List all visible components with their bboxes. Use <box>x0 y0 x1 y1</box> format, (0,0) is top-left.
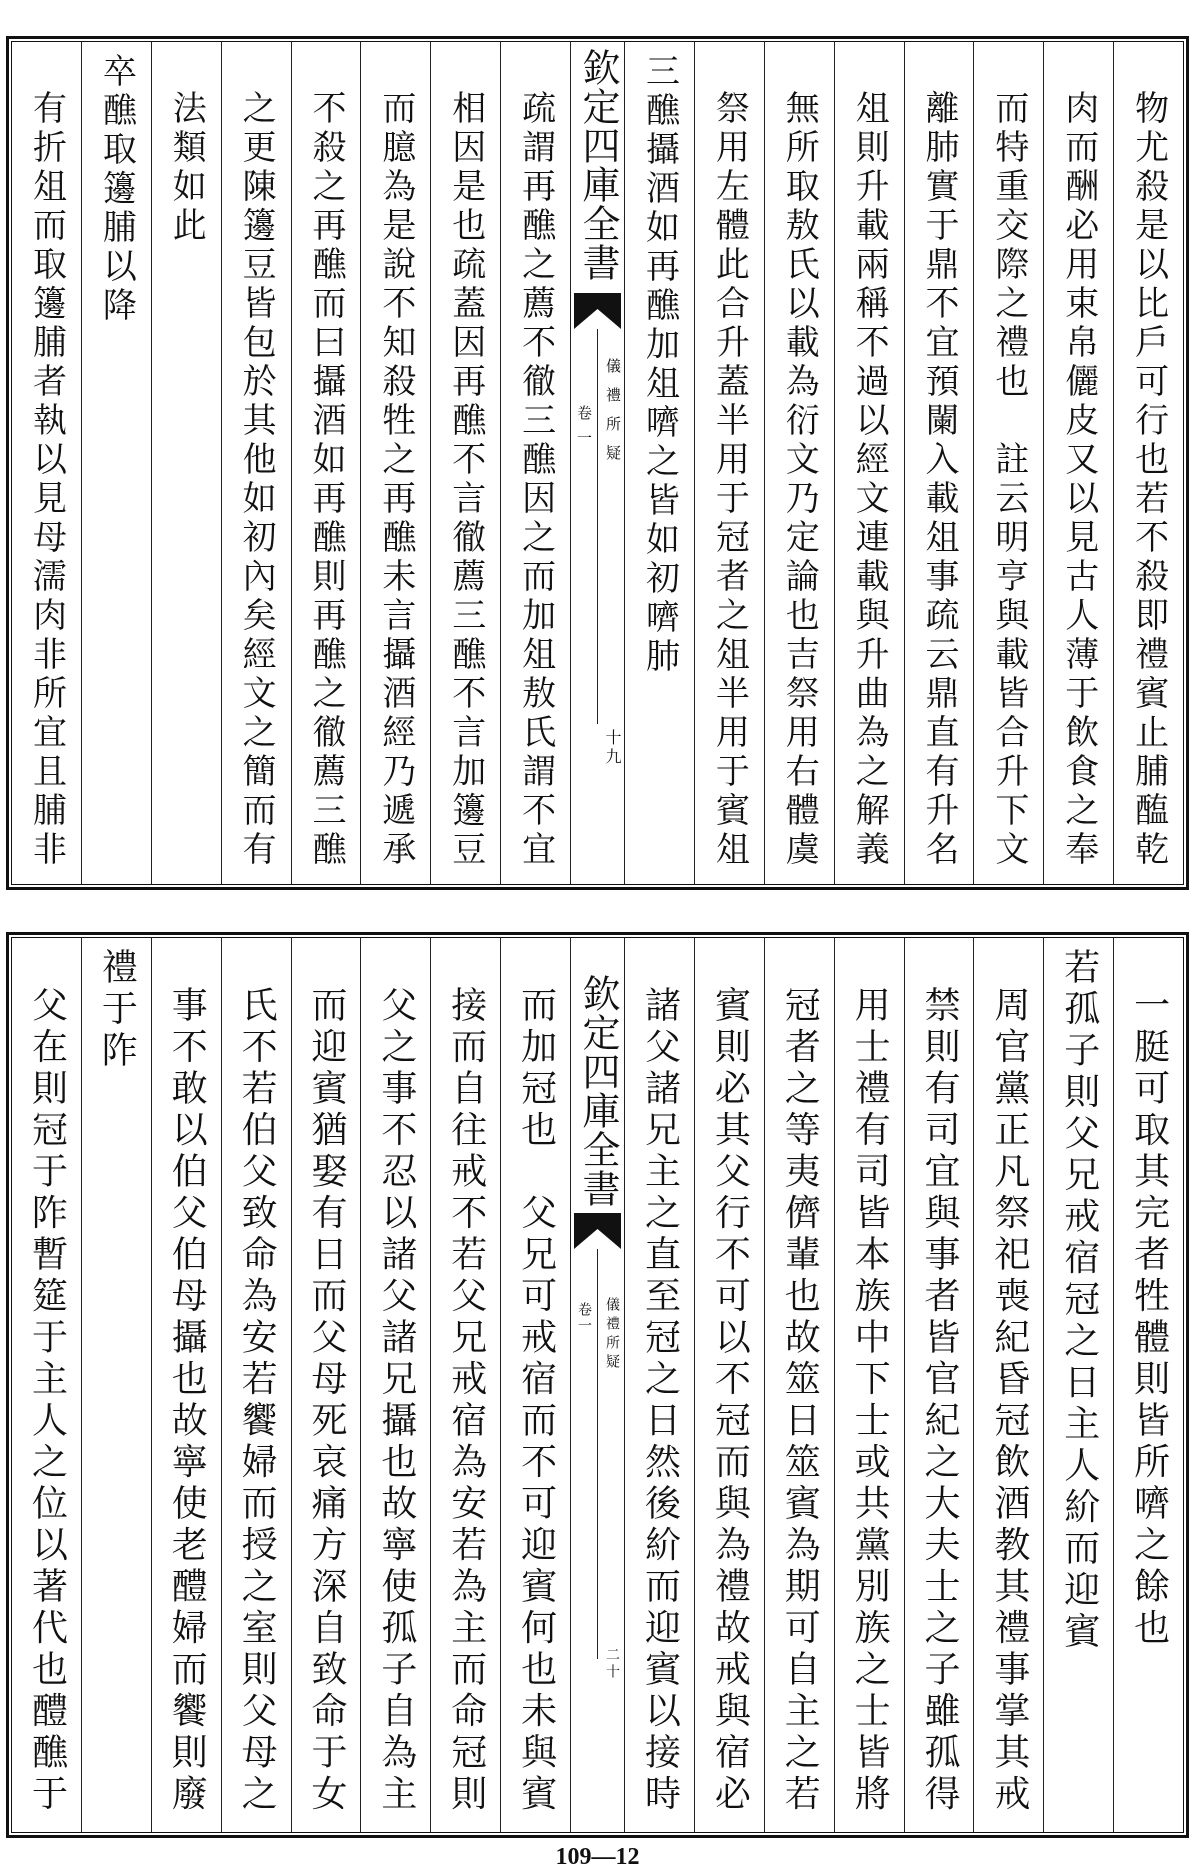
text-column <box>904 42 974 884</box>
page-frame <box>11 937 1184 1833</box>
margin-column <box>570 938 624 1832</box>
library-title: 欽定四庫全書 <box>576 974 620 1208</box>
text-column <box>1113 938 1183 1832</box>
library-title: 欽定四庫全書 <box>576 48 620 282</box>
classic-text-column <box>1043 938 1113 1832</box>
text-column <box>291 938 361 1832</box>
column-text: 若孤子則父兄戒宿冠之日主人紒而迎賓 <box>1058 948 1100 1654</box>
text-column <box>973 938 1043 1832</box>
text-column <box>624 938 694 1832</box>
margin-column <box>570 42 624 884</box>
column-text: 周官黨正凡祭祀喪紀昏冠飲酒教其禮事掌其戒 <box>988 986 1030 1816</box>
text-column <box>973 42 1043 884</box>
column-text: 法類如此 <box>166 90 207 246</box>
text-column <box>834 938 904 1832</box>
column-text: 冠者之等夷儕輩也故筮日筮賓為期可自主之若 <box>779 986 821 1816</box>
column-text: 用士禮有司皆本族中下士或共黨別族之士皆將 <box>849 986 891 1816</box>
column-text: 不殺之再醮而曰攝酒如再醮則再醮之徹薦三醮 <box>305 90 346 870</box>
classic-text-column <box>81 938 151 1832</box>
text-column <box>834 42 904 884</box>
text-column <box>764 42 834 884</box>
text-column <box>151 42 221 884</box>
book-title: 儀禮所疑 <box>604 1297 620 1373</box>
column-text: 而臆為是說不知殺牲之再醮未言攝酒經乃遞承 <box>375 90 416 870</box>
text-column <box>904 938 974 1832</box>
column-text: 氏不若伯父致命為安若饗婦而授之室則父母之 <box>236 986 278 1816</box>
column-text: 有折俎而取籩脯者執以見母濡肉非所宜且脯非 <box>26 90 67 870</box>
center-rule <box>597 1249 598 1659</box>
text-column <box>694 938 764 1832</box>
column-text: 而迎賓猶娶有日而父母死哀痛方深自致命于女 <box>305 986 347 1816</box>
column-text: 相因是也疏蓋因再醮不言徹薦三醮不言加籩豆 <box>445 90 486 870</box>
text-column <box>500 42 570 884</box>
page-number: 109—12 <box>555 1844 640 1870</box>
column-text: 賓則必其父行不可以不冠而與為禮故戒與宿必 <box>709 986 751 1816</box>
column-text: 卒醮取籩脯以降 <box>96 53 137 326</box>
column-text: 父在則冠于阼暫筵于主人之位以著代也醴醮于 <box>26 986 68 1816</box>
volume-label: 卷一 <box>575 405 593 455</box>
text-column <box>291 42 361 884</box>
column-text: 之更陳籩豆皆包於其他如初內矣經文之簡而有 <box>236 90 277 870</box>
column-text: 而特重交際之禮也 註云明亨與載皆合升下文 <box>988 90 1029 870</box>
text-column <box>221 938 291 1832</box>
column-text: 祭用左體此合升蓋半用于冠者之俎半用于賓俎 <box>709 90 750 870</box>
text-column <box>151 938 221 1832</box>
upper-page <box>6 36 1189 890</box>
column-text: 無所取敖氏以載為衍文乃定論也吉祭用右體虞 <box>779 90 820 870</box>
text-column <box>12 42 81 884</box>
center-rule <box>597 329 598 724</box>
text-column <box>694 42 764 884</box>
column-text: 諸父諸兄主之直至冠之日然後紒而迎賓以接時 <box>639 986 681 1816</box>
text-column <box>430 42 500 884</box>
column-text: 物尤殺是以比戶可行也若不殺即禮賓止脯醢乾 <box>1128 90 1169 870</box>
column-text: 俎則升載兩稱不過以經文連載與升曲為之解義 <box>849 90 890 870</box>
text-column <box>12 938 81 1832</box>
folio-number: 十九 <box>603 729 622 767</box>
text-column <box>764 938 834 1832</box>
volume-label: 卷一 <box>576 1302 592 1334</box>
text-column <box>430 938 500 1832</box>
column-text: 接而自往戒不若父兄戒宿為安若為主而命冠則 <box>445 986 487 1816</box>
column-text: 事不敢以伯父伯母攝也故寧使老醴婦而饗則廢 <box>166 986 208 1816</box>
text-column <box>1113 42 1183 884</box>
fishtail-mark <box>571 293 624 329</box>
classic-text-column <box>624 42 694 884</box>
column-text: 三醮攝酒如再醮加俎嚌之皆如初嚌肺 <box>639 53 680 677</box>
column-text: 禁則有司宜與事者皆官紀之大夫士之子雖孤得 <box>918 986 960 1816</box>
book-title: 儀禮所疑 <box>604 358 622 474</box>
fishtail-mark <box>571 1213 624 1249</box>
text-column <box>500 938 570 1832</box>
lower-page <box>6 932 1189 1838</box>
text-column <box>360 938 430 1832</box>
text-column <box>1043 42 1113 884</box>
classic-text-column <box>81 42 151 884</box>
text-column <box>221 42 291 884</box>
column-text: 離肺實于鼎不宜預闌入載俎事疏云鼎直有升名 <box>918 90 959 870</box>
column-text: 而加冠也 父兄可戒宿而不可迎賓何也未與賓 <box>515 986 557 1816</box>
page-frame <box>11 41 1184 885</box>
column-text: 肉而酬必用束帛儷皮又以見古人薄于飲食之奉 <box>1058 90 1099 870</box>
text-column <box>360 42 430 884</box>
column-text: 一脡可取其完者牲體則皆所嚌之餘也 <box>1128 986 1170 1650</box>
folio-number: 二十 <box>604 1647 620 1681</box>
column-text: 禮于阼 <box>96 948 138 1073</box>
column-text: 父之事不忍以諸父諸兄攝也故寧使孤子自為主 <box>375 986 417 1816</box>
column-text: 疏謂再醮之薦不徹三醮因之而加俎敖氏謂不宜 <box>515 90 556 870</box>
